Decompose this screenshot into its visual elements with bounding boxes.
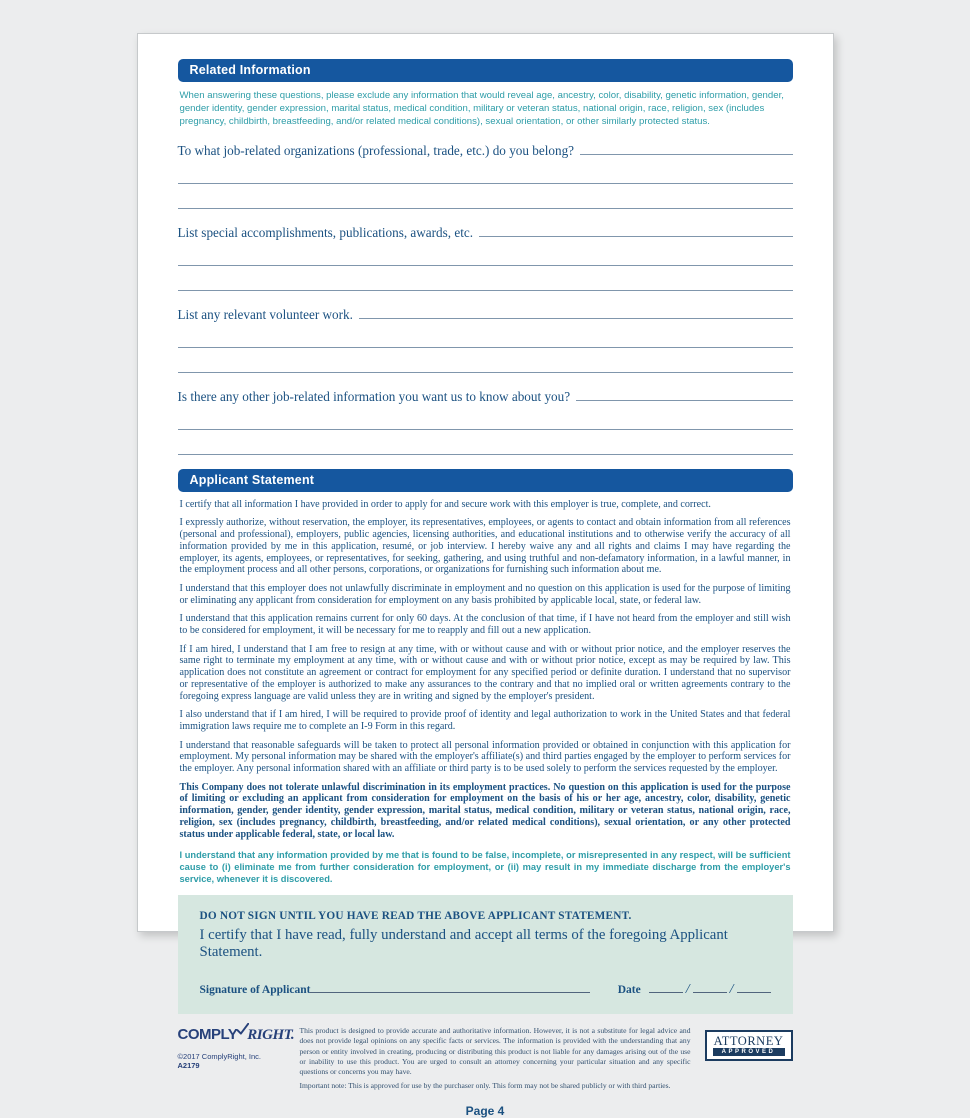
statement-paragraph-3: I understand that this employer does not unlawfully discriminate in employment and no question on this application is used for the purpose of limiting or eliminating any applicant from consideration for employment on any basis prohibited by applicable local, state, or federal law.: [179, 582, 791, 606]
do-not-sign-warning: DO NOT SIGN UNTIL YOU HAVE READ THE ABOVE APPLICANT STATEMENT.: [199, 910, 632, 923]
question-accomplishments-label: List special accomplishments, publications, awards, etc.: [177, 224, 474, 240]
question-organizations-label: To what job-related organizations (professional, trade, etc.) do you belong?: [177, 142, 575, 158]
logo-right-text: RIGHT.: [247, 1027, 295, 1044]
question-volunteer-work-label: List any relevant volunteer work.: [177, 306, 353, 322]
page-number: Page 4: [465, 1103, 505, 1118]
date-month-input[interactable]: [649, 981, 683, 993]
legal-disclaimer: This product is designed to provide accurate and authoritative information. However, it is not a substitute for legal advice and does not provide legal opinions on any specific facts or services. The information is provided with the understanding that any person or entity involved in creating, producing or distributing this product is not liable for any damages arising out of the use or inability to use this product. You are urged to consult an attorney concerning your particular situation and any specific questions or concerns you may have.: [299, 1026, 691, 1077]
footer: [178, 1026, 793, 1092]
question-other-info-line-2[interactable]: [178, 405, 793, 430]
question-volunteer-work: [178, 305, 793, 373]
certify-statement: I certify that I have read, fully understand and accept all terms of the foregoing Applicant Statement.: [199, 927, 728, 961]
question-volunteer-work-line-2[interactable]: [178, 323, 793, 348]
question-accomplishments-input[interactable]: [479, 223, 792, 237]
question-other-info: [178, 387, 793, 455]
signature-box: [178, 895, 793, 1014]
approved-label: APPROVED: [713, 1048, 785, 1056]
statement-paragraph-1: I certify that all information I have provided in order to apply for and secure work with this employer is true, complete, and correct.: [179, 498, 711, 510]
date-slash-1: /: [685, 982, 690, 998]
question-organizations-line-2[interactable]: [178, 159, 793, 184]
signature-input[interactable]: [310, 981, 589, 993]
section-applicant-statement: [178, 469, 793, 885]
question-volunteer-work-line-3[interactable]: [178, 348, 793, 373]
complyright-brand-block: [178, 1026, 300, 1070]
question-organizations-input[interactable]: [580, 141, 792, 155]
statement-paragraph-5: If I am hired, I understand that I am free to resign at any time, with or without cause and with or without prior notice, and the employer reserves the same right to terminate my employment at any time, with or without cause and with or without prior notice, except as may be required by law. This application does not constitute an agreement or contract for employment for any specified period or definite duration. I understand that no supervisor or representative of the employer is authorized to make any assurances to the contrary and that no implied oral or written agreements contrary to the foregoing express language are valid unless they are in writing and signed by the employer's president.: [179, 643, 791, 702]
statement-paragraph-false-info: I understand that any information provided by me that is found to be false, incomplete, or misrepresented in any respect, will be sufficient cause to (i) eliminate me from further consideration for employment, or (ii) may result in my immediate discharge from the employer's service, whenever it is discovered.: [179, 850, 791, 884]
applicant-statement-title: Applicant Statement: [189, 472, 315, 487]
form-number: A2179: [177, 1061, 200, 1071]
date-day-input[interactable]: [693, 981, 727, 993]
question-accomplishments-line-2[interactable]: [178, 241, 793, 266]
question-accomplishments-line-3[interactable]: [178, 266, 793, 291]
complyright-logo: [178, 1026, 300, 1044]
attorney-approved-badge: [705, 1030, 793, 1061]
attorney-label: ATTORNEY: [713, 1034, 784, 1049]
statement-paragraph-6: I also understand that if I am hired, I will be required to provide proof of identity and legal authorization to work in the United States and that federal immigration laws require me to complete an I-9 Form in this regard.: [179, 709, 791, 732]
question-other-info-label: Is there any other job-related information you want us to know about you?: [177, 388, 571, 404]
applicant-statement-header: [178, 469, 793, 492]
signature-of-applicant-label: Signature of Applicant: [199, 984, 311, 997]
statement-paragraph-discrimination: This Company does not tolerate unlawful discrimination in its employment practices. No question on this application is used for the purpose of limiting or excluding an applicant from consideration for employment on the basis of his or her age, ancestry, color, disability, genetic information, gender, gender identity, gender expression, marital status, medical condition, military or veteran status, national origin, race, religion, sex (includes pregnancy, childbirth, breastfeeding, and/or related medical conditions), sexual orientation, or any other protected status under applicable federal, state, or local law.: [179, 781, 791, 840]
date-year-input[interactable]: [737, 981, 771, 993]
statement-paragraph-2: I expressly authorize, without reservation, the employer, its representatives, employees, or agents to contact and obtain information from all references (personal and professional), employers, public agencies, licensing authorities, and educational institutions and to otherwise verify the accuracy of all information provided by me in this application, resumé, or job interview. I hereby waive any and all rights and claims I may have regarding the employer, its agents, employees, or representatives, for seeking, gathering, and using truthful and non-defamatory information, in a lawful manner, in the employment process and all other persons, corporations, or organizations for furnishing such information about me.: [179, 517, 791, 576]
important-note: Important note: This is approved for use by the purchaser only. This form may not be shared publicly or with third parties.: [299, 1081, 671, 1091]
statement-paragraph-4: I understand that this application remains current for only 60 days. At the conclusion of that time, if I have not heard from the employer and still wish to be considered for employment, it will be necessary for me to reapply and fill out a new application.: [179, 613, 791, 637]
question-accomplishments: [178, 223, 793, 291]
related-information-title: Related Information: [189, 63, 311, 77]
date-slash-2: /: [729, 982, 734, 998]
date-label: Date: [617, 984, 641, 997]
question-organizations-line-3[interactable]: [178, 184, 793, 209]
checkmark-icon: [236, 1023, 249, 1040]
logo-comply-text: COMPLY: [177, 1026, 238, 1044]
question-other-info-line-3[interactable]: [178, 430, 793, 455]
copyright-text: ©2017 ComplyRight, Inc.: [177, 1052, 261, 1062]
related-information-header: [178, 59, 793, 82]
form-page: [137, 33, 834, 1118]
question-other-info-input[interactable]: [576, 387, 792, 401]
question-volunteer-work-input[interactable]: [359, 305, 793, 319]
related-information-intro: When answering these questions, please exclude any information that would reveal age, ancestry, color, disability, genetic information, gender, gender identity, gender expression, marital status, medical condition, military or veteran status, national origin, race, religion, sex (includes pregnancy, childbirth, breastfeeding, and/or related medical conditions), sexual orientation, or other similarly protected status.: [179, 90, 784, 128]
section-related-information: [178, 59, 793, 455]
legal-disclaimer-block: [300, 1026, 705, 1092]
question-organizations: [178, 141, 793, 209]
statement-paragraph-7: I understand that reasonable safeguards will be taken to protect all personal information provided or obtained in conjunction with this application for employment. My personal information may be shared with the employer's affiliate(s) and third parties engaged by the employer to perform services for the employer. Any personal information shared with an affiliate or third party is to be used solely to perform the services requested by the employer.: [179, 739, 791, 775]
